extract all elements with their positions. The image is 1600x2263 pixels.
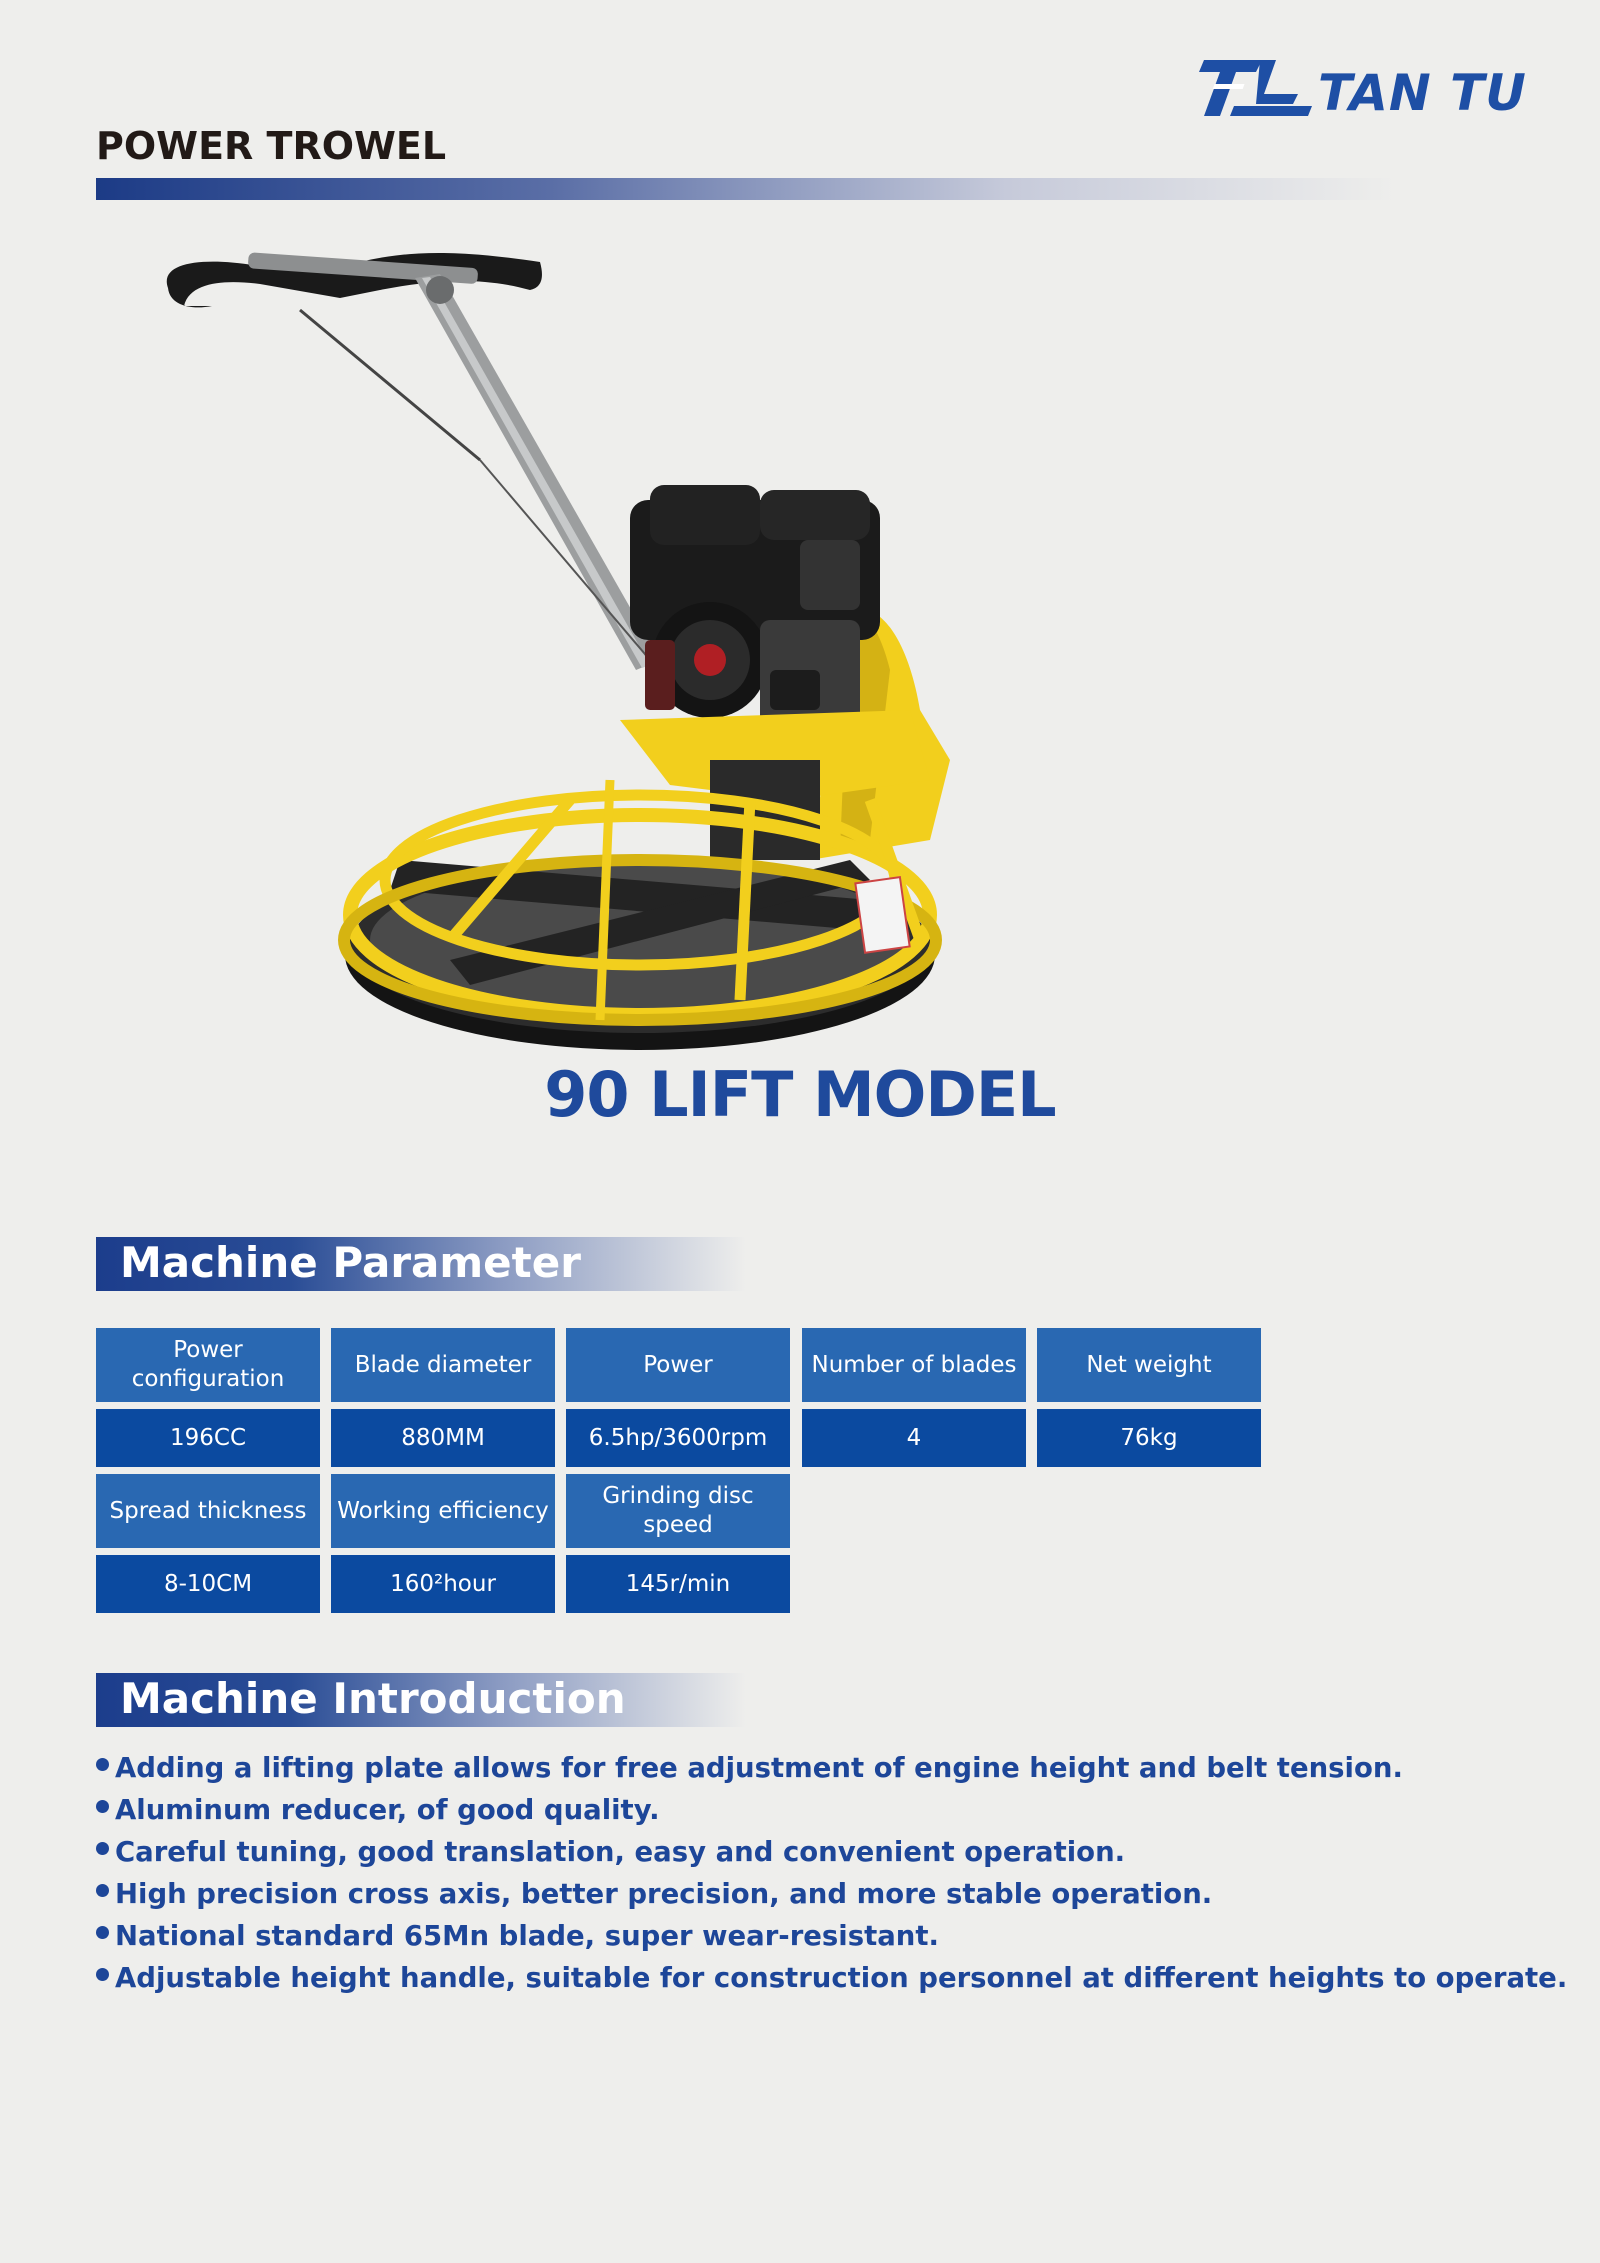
bullet-icon: [96, 1800, 109, 1813]
param-header-power: Power: [566, 1328, 790, 1402]
param-header-blade-diameter: Blade diameter: [331, 1328, 555, 1402]
param-value-number-of-blades: 4: [802, 1409, 1026, 1467]
param-header-working-efficiency: Working efficiency: [331, 1474, 555, 1548]
list-item: [96, 1790, 1576, 1832]
list-item: [96, 1874, 1576, 1916]
bullet-icon: [96, 1926, 109, 1939]
bullet-icon: [96, 1968, 109, 1981]
introduction-list: [96, 1748, 1576, 2000]
brand-name: TAN TU: [1318, 64, 1527, 122]
param-value-power-configuration: 196CC: [96, 1409, 320, 1467]
list-item-text: High precision cross axis, better precision, and more stable operation.: [115, 1878, 1213, 1910]
param-header-spread-thickness: Spread thickness: [96, 1474, 320, 1548]
title-underline-bar: [96, 178, 1396, 200]
list-item: [96, 1748, 1576, 1790]
param-header-net-weight: Net weight: [1037, 1328, 1261, 1402]
section-header-parameters: [96, 1237, 746, 1291]
param-value-power: 6.5hp/3600rpm: [566, 1409, 790, 1467]
param-value-grinding-disc-speed: 145r/min: [566, 1555, 790, 1613]
list-item-text: National standard 65Mn blade, super wear-resistant.: [115, 1920, 939, 1952]
brand-mark-icon: [1190, 58, 1315, 120]
param-header-power-configuration: Power configuration: [96, 1328, 320, 1402]
section-title: Machine Introduction: [120, 1674, 626, 1723]
list-item-text: Careful tuning, good translation, easy and convenient operation.: [115, 1836, 1126, 1868]
bullet-icon: [96, 1842, 109, 1855]
list-item: [96, 1958, 1576, 2000]
param-value-working-efficiency: 160²hour: [331, 1555, 555, 1613]
param-value-blade-diameter: 880MM: [331, 1409, 555, 1467]
section-header-introduction: [96, 1673, 746, 1727]
list-item-text: Adding a lifting plate allows for free adjustment of engine height and belt tension.: [115, 1752, 1403, 1784]
power-trowel-image: [150, 240, 1100, 1070]
list-item: [96, 1916, 1576, 1958]
bullet-icon: [96, 1758, 109, 1771]
page-title: POWER TROWEL: [96, 124, 447, 168]
param-header-number-of-blades: Number of blades: [802, 1328, 1026, 1402]
list-item-text: Adjustable height handle, suitable for construction personnel at different heights to operate.: [115, 1962, 1568, 1994]
section-title: Machine Parameter: [120, 1238, 581, 1287]
list-item: [96, 1832, 1576, 1874]
model-title: 90 LIFT MODEL: [544, 1058, 1056, 1131]
bullet-icon: [96, 1884, 109, 1897]
param-value-net-weight: 76kg: [1037, 1409, 1261, 1467]
param-value-spread-thickness: 8-10CM: [96, 1555, 320, 1613]
brand-logo: [1190, 58, 1527, 128]
list-item-text: Aluminum reducer, of good quality.: [115, 1794, 660, 1826]
param-header-grinding-disc-speed: Grinding disc speed: [566, 1474, 790, 1548]
